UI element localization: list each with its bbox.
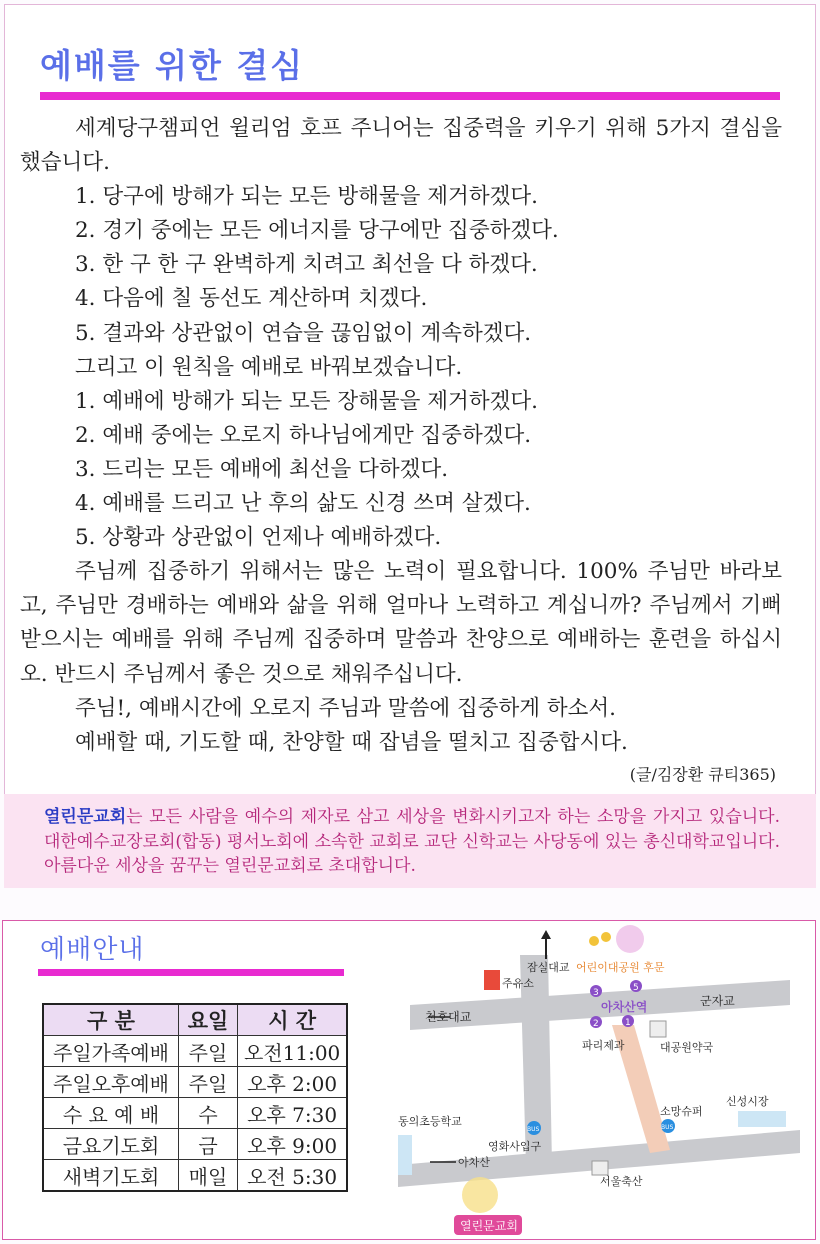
column-header: 시 간	[238, 1004, 348, 1036]
church-building-icon	[462, 1177, 498, 1213]
service-name: 수 요 예 배	[43, 1098, 179, 1129]
butcher-icon	[592, 1161, 608, 1175]
prayer-line: 주님!, 예배시간에 오로지 주님과 말씀에 집중하게 하소서.	[75, 695, 617, 721]
exit-2-label: 2	[593, 1019, 599, 1029]
resolution-item: 1. 당구에 방해가 되는 모든 방해물을 제거하겠다.	[75, 184, 538, 210]
prayer-line: 예배할 때, 기도할 때, 찬양할 때 잡념을 떨치고 집중합시다.	[75, 729, 628, 755]
schedule-title-underline	[38, 969, 344, 976]
label-school: 동의초등학교	[398, 1115, 462, 1128]
church-intro-text: 는 모든 사람을 예수의 제자로 삼고 세상을 변화시키고자 하는 소망을 가지고 있습니다. 대한예수교장로회(합동) 평서노회에 소속한 교회로 교단 신학교는 사당동에 있는 총신대학교입니다. 아름다운 세상을 꿈꾸는 열린문교회로 초대합니다.	[44, 807, 780, 876]
worship-resolution-item: 2. 예배 중에는 오로지 하나님에게만 집중하겠다.	[75, 422, 532, 448]
intro-paragraph: 세계당구챔피언 윌리엄 호프 주니어는 집중력을 키우기 위해 5가지 결심을 했습니다.	[20, 116, 782, 176]
bus-label: BUS	[527, 1126, 540, 1133]
label-paris: 파리제과	[582, 1039, 625, 1052]
service-name: 주일오후예배	[43, 1067, 179, 1098]
label-somang: 소망슈퍼	[660, 1105, 703, 1118]
schedule-title: 예배안내	[40, 935, 145, 965]
church-intro-banner	[4, 794, 816, 888]
column-header: 구 분	[43, 1004, 179, 1036]
resolution-item: 2. 경기 중에는 모든 에너지를 당구에만 집중하겠다.	[75, 218, 559, 244]
service-time: 오전 5:30	[238, 1160, 348, 1192]
label-sinseong: 신성시장	[726, 1095, 769, 1108]
label-pharmacy: 대공원약국	[660, 1041, 714, 1054]
gas-station-icon	[484, 970, 500, 990]
label-station: 아차산역	[601, 1000, 648, 1014]
service-name: 주일가족예배	[43, 1036, 179, 1067]
table-row	[43, 1067, 347, 1098]
service-time: 오후 9:00	[238, 1129, 348, 1160]
resolution-item: 5. 결과와 상관없이 연습을 끊임없이 계속하겠다.	[75, 320, 532, 346]
worship-resolution-item: 3. 드리는 모든 예배에 최선을 다하겠다.	[75, 456, 449, 482]
label-photo: 영화사입구	[488, 1140, 542, 1153]
church-name-label: 열린문교회	[460, 1219, 518, 1233]
worship-resolution-item: 5. 상황과 상관없이 언제나 예배하겠다.	[75, 525, 442, 551]
school-icon	[398, 1135, 412, 1175]
column-header: 요일	[179, 1004, 238, 1036]
flower-icon	[601, 932, 611, 942]
service-time: 오전11:00	[238, 1036, 348, 1067]
label-gas: 주유소	[502, 977, 534, 990]
table-row	[43, 1160, 347, 1192]
arrow-north-head	[541, 930, 551, 939]
label-achasan: 아차산	[458, 1156, 490, 1169]
service-day: 수	[179, 1098, 238, 1129]
exit-1-label: 1	[625, 1018, 631, 1028]
resolution-item: 3. 한 구 한 구 완벽하게 치려고 최선을 다 하겠다.	[75, 252, 538, 278]
worship-resolution-item: 4. 예배를 드리고 난 후의 삶도 신경 쓰며 살겠다.	[75, 491, 531, 517]
label-jamsil: 잠실대교	[527, 961, 570, 974]
label-park: 어린이대공원 후문	[576, 961, 665, 974]
service-day: 매일	[179, 1160, 238, 1192]
label-gunja: 군자교	[700, 994, 735, 1008]
table-header-row	[43, 1004, 347, 1036]
page-title: 예배를 위한 결심	[40, 46, 305, 85]
closing-paragraph: 주님께 집중하기 위해서는 많은 노력이 필요합니다. 100% 주님만 바라보고, 주님만 경배하는 예배와 삶을 위해 얼마나 노력하고 계십니까? 주님께서 기뻐 받으시는 예배를 위해 주님께 집중하며 말씀과 찬양으로 예배하는 훈련을 하십시오. 반드시 주님께서 좋은 것으로 채워주십니다.	[20, 559, 782, 687]
table-row	[43, 1036, 347, 1067]
service-day: 주일	[179, 1067, 238, 1098]
market-icon	[738, 1111, 786, 1127]
devotion-body	[20, 112, 782, 790]
source-credit: (글/김장환 큐티365)	[629, 764, 776, 784]
exit-5-label: 5	[633, 983, 639, 993]
service-day: 금	[179, 1129, 238, 1160]
service-time: 오후 7:30	[238, 1098, 348, 1129]
park-icon	[616, 925, 644, 953]
table-row	[43, 1098, 347, 1129]
bridge-sentence: 그리고 이 원칙을 예배로 바꿔보겠습니다.	[75, 354, 463, 380]
bus-label: BUS	[661, 1124, 674, 1131]
service-name: 금요기도회	[43, 1129, 179, 1160]
church-location-map	[380, 925, 810, 1237]
table-row	[43, 1129, 347, 1160]
church-name: 열린문교회	[44, 807, 127, 827]
flower-icon	[589, 936, 599, 946]
worship-schedule-table	[42, 1003, 348, 1192]
service-time: 오후 2:00	[238, 1067, 348, 1098]
title-underline	[40, 92, 780, 100]
pharmacy-icon	[650, 1021, 666, 1037]
service-name: 새벽기도회	[43, 1160, 179, 1192]
label-cheonho: 천호대교	[425, 1010, 472, 1024]
resolution-item: 4. 다음에 칠 동선도 계산하며 치겠다.	[75, 286, 428, 312]
worship-resolution-item: 1. 예배에 방해가 되는 모든 장해물을 제거하겠다.	[75, 388, 538, 414]
service-day: 주일	[179, 1036, 238, 1067]
label-butcher: 서울축산	[600, 1175, 643, 1188]
exit-3-label: 3	[593, 988, 599, 998]
